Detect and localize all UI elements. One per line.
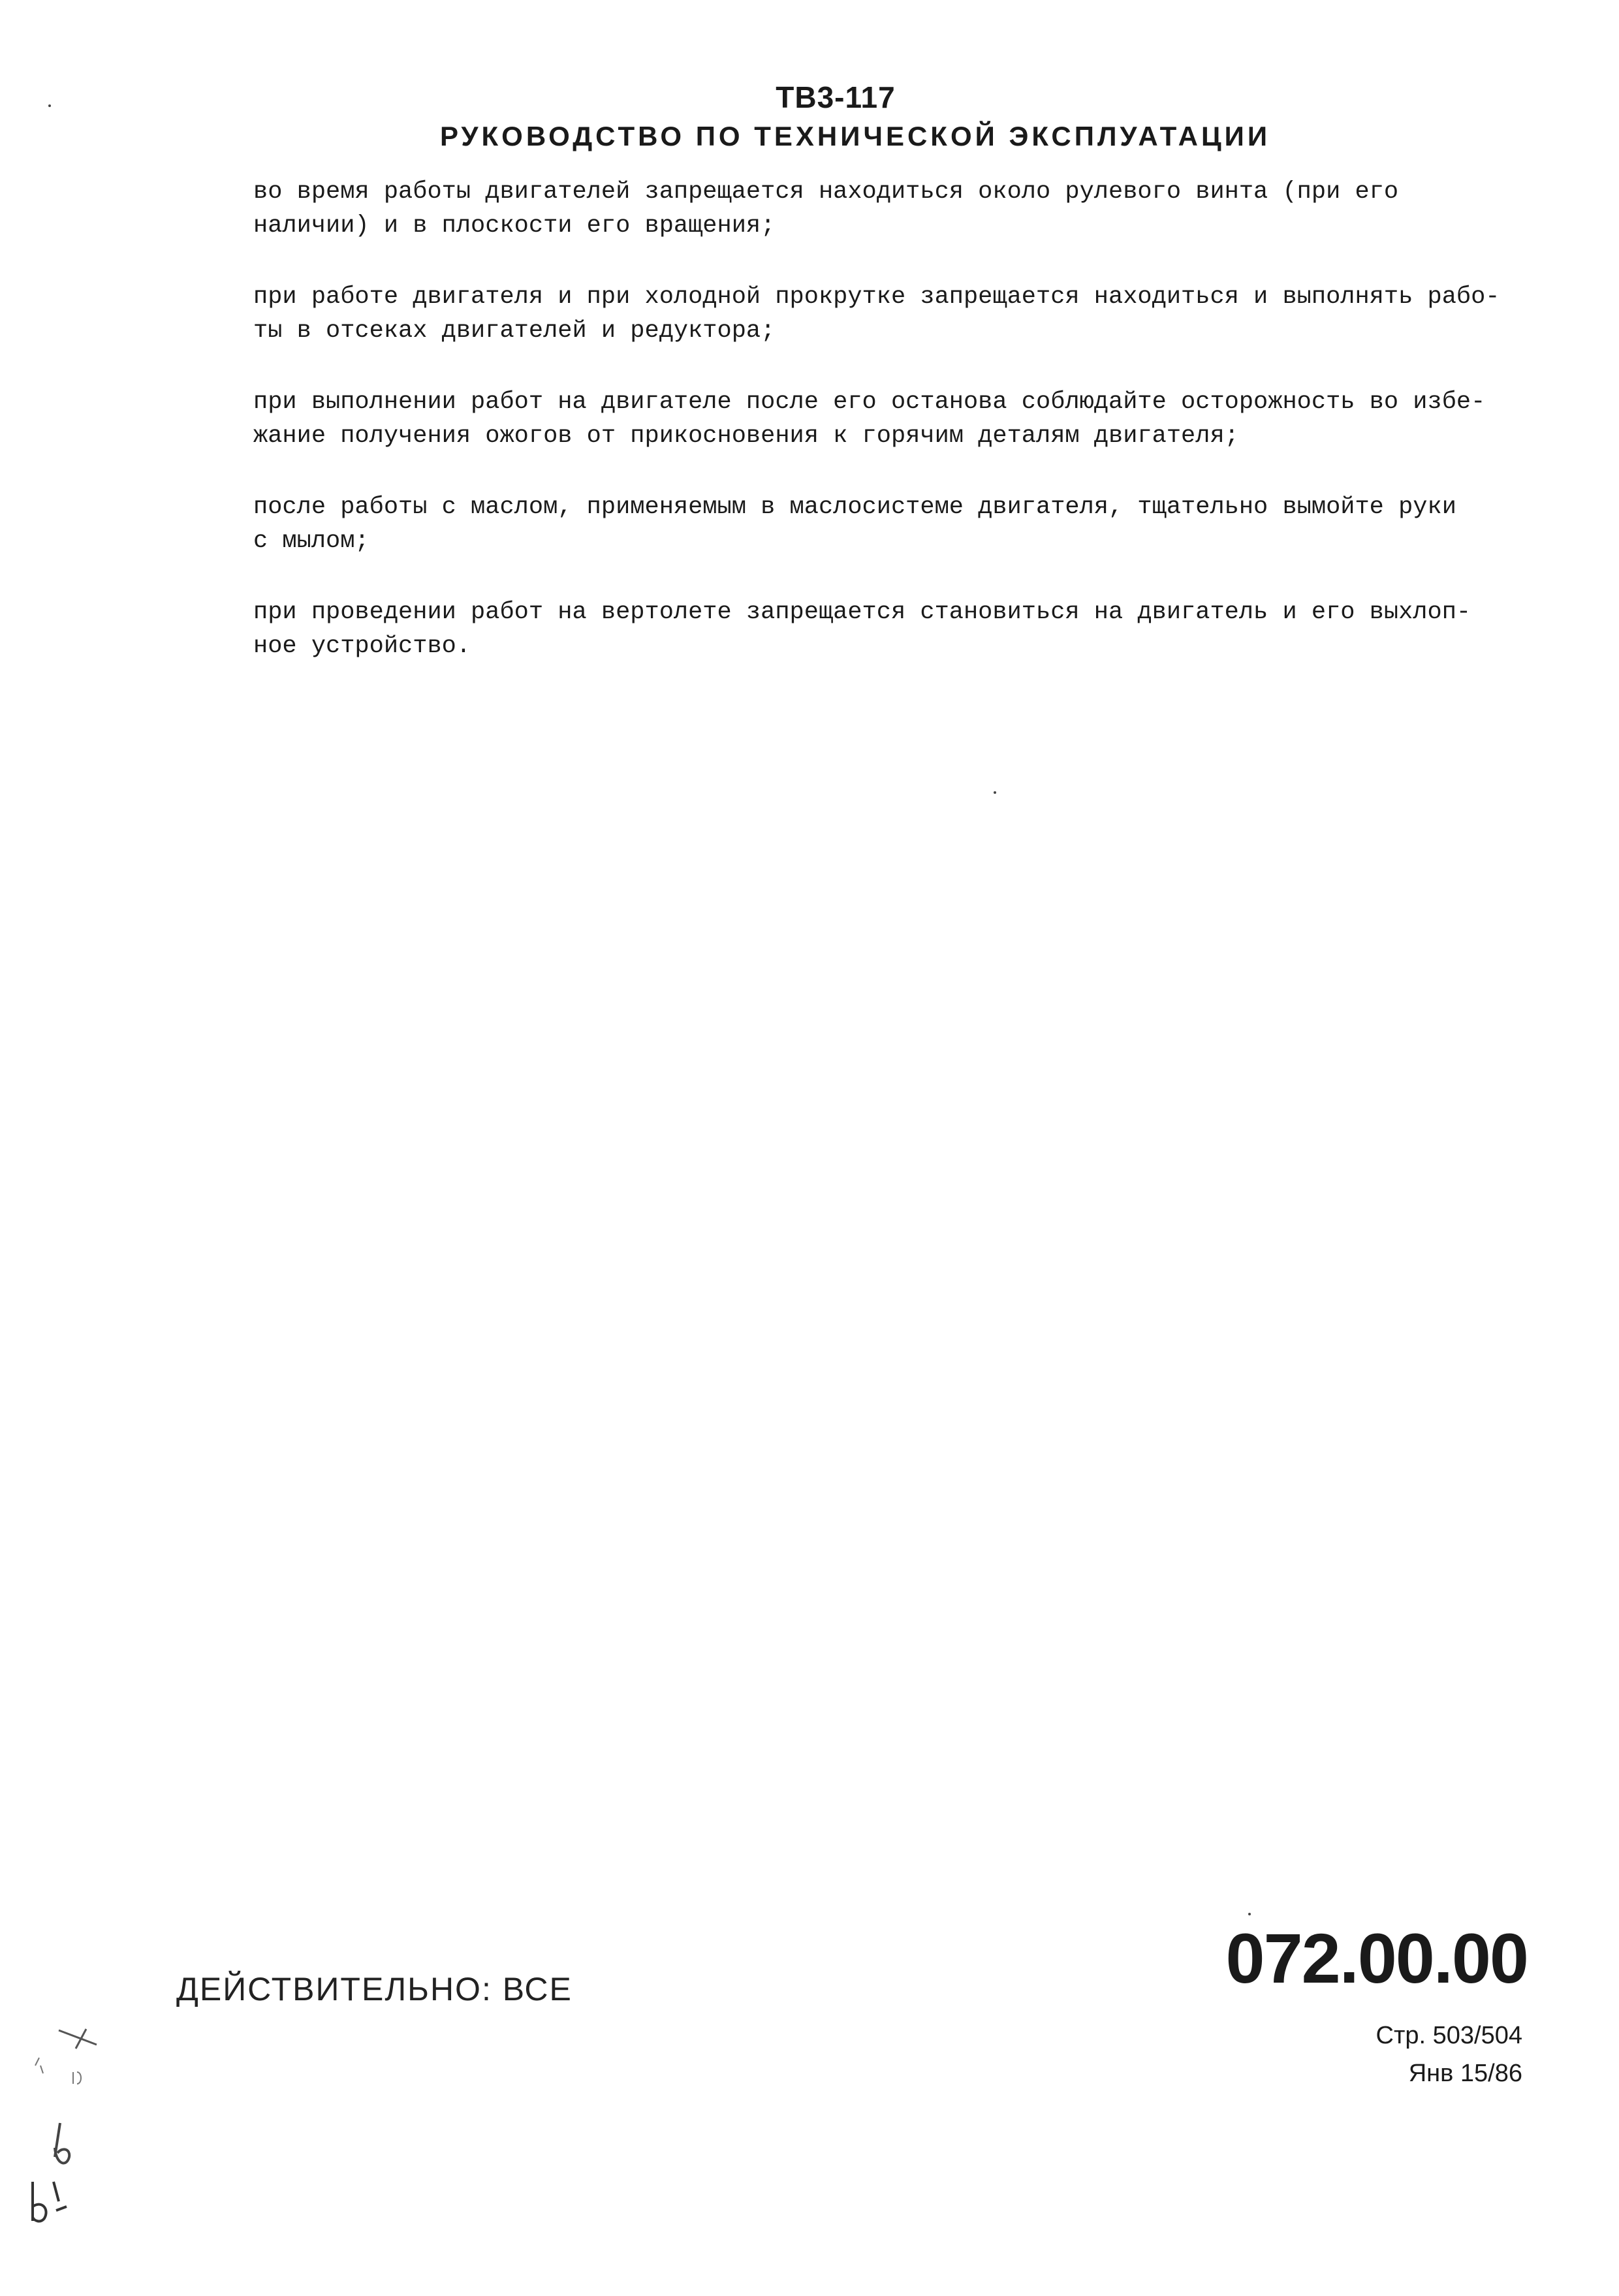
- validity-note: ДЕЙСТВИТЕЛЬНО: ВСЕ: [176, 1971, 573, 2007]
- scan-speck: [48, 104, 51, 107]
- revision-date: Янв 15/86: [1408, 2060, 1522, 2087]
- text-line: ное устройство.: [253, 633, 471, 660]
- page-number: Стр. 503/504: [1375, 2022, 1522, 2049]
- text-line: при работе двигателя и при холодной прокрутке запрещается находиться и выполнять рабо-: [253, 283, 1500, 311]
- handwritten-marks: [13, 2011, 118, 2259]
- scan-speck: [994, 791, 996, 794]
- text-line: наличии) и в плоскости его вращения;: [253, 212, 776, 240]
- page-header: [0, 77, 1619, 155]
- paragraph: [253, 490, 1533, 558]
- text-line: при проведении работ на вертолете запрещается становиться на двигатель и его выхлоп-: [253, 599, 1471, 626]
- text-line: после работы с маслом, применяемым в маслосистеме двигателя, тщательно вымойте руки: [253, 494, 1456, 521]
- text-line: при выполнении работ на двигателе после его останова соблюдайте осторожность во избе-: [253, 388, 1486, 416]
- paragraph: [253, 385, 1533, 453]
- paragraph: [253, 280, 1533, 348]
- text-line: во время работы двигателей запрещается находиться около рулевого винта (при его: [253, 178, 1399, 206]
- text-line: жание получения ожогов от прикосновения к горячим деталям двигателя;: [253, 422, 1239, 450]
- paragraph: [253, 175, 1533, 243]
- chapter-number: 072.00.00: [1225, 1919, 1528, 1998]
- scan-speck: [1248, 1913, 1251, 1915]
- text-line: ты в отсеках двигателей и редуктора;: [253, 317, 776, 345]
- body-text: [253, 175, 1533, 700]
- document-code: ТВ3-117: [776, 80, 896, 114]
- text-line: с мылом;: [253, 527, 369, 555]
- paragraph: [253, 595, 1533, 663]
- document-title: РУКОВОДСТВО ПО ТЕХНИЧЕСКОЙ ЭКСПЛУАТАЦИИ: [439, 121, 1271, 151]
